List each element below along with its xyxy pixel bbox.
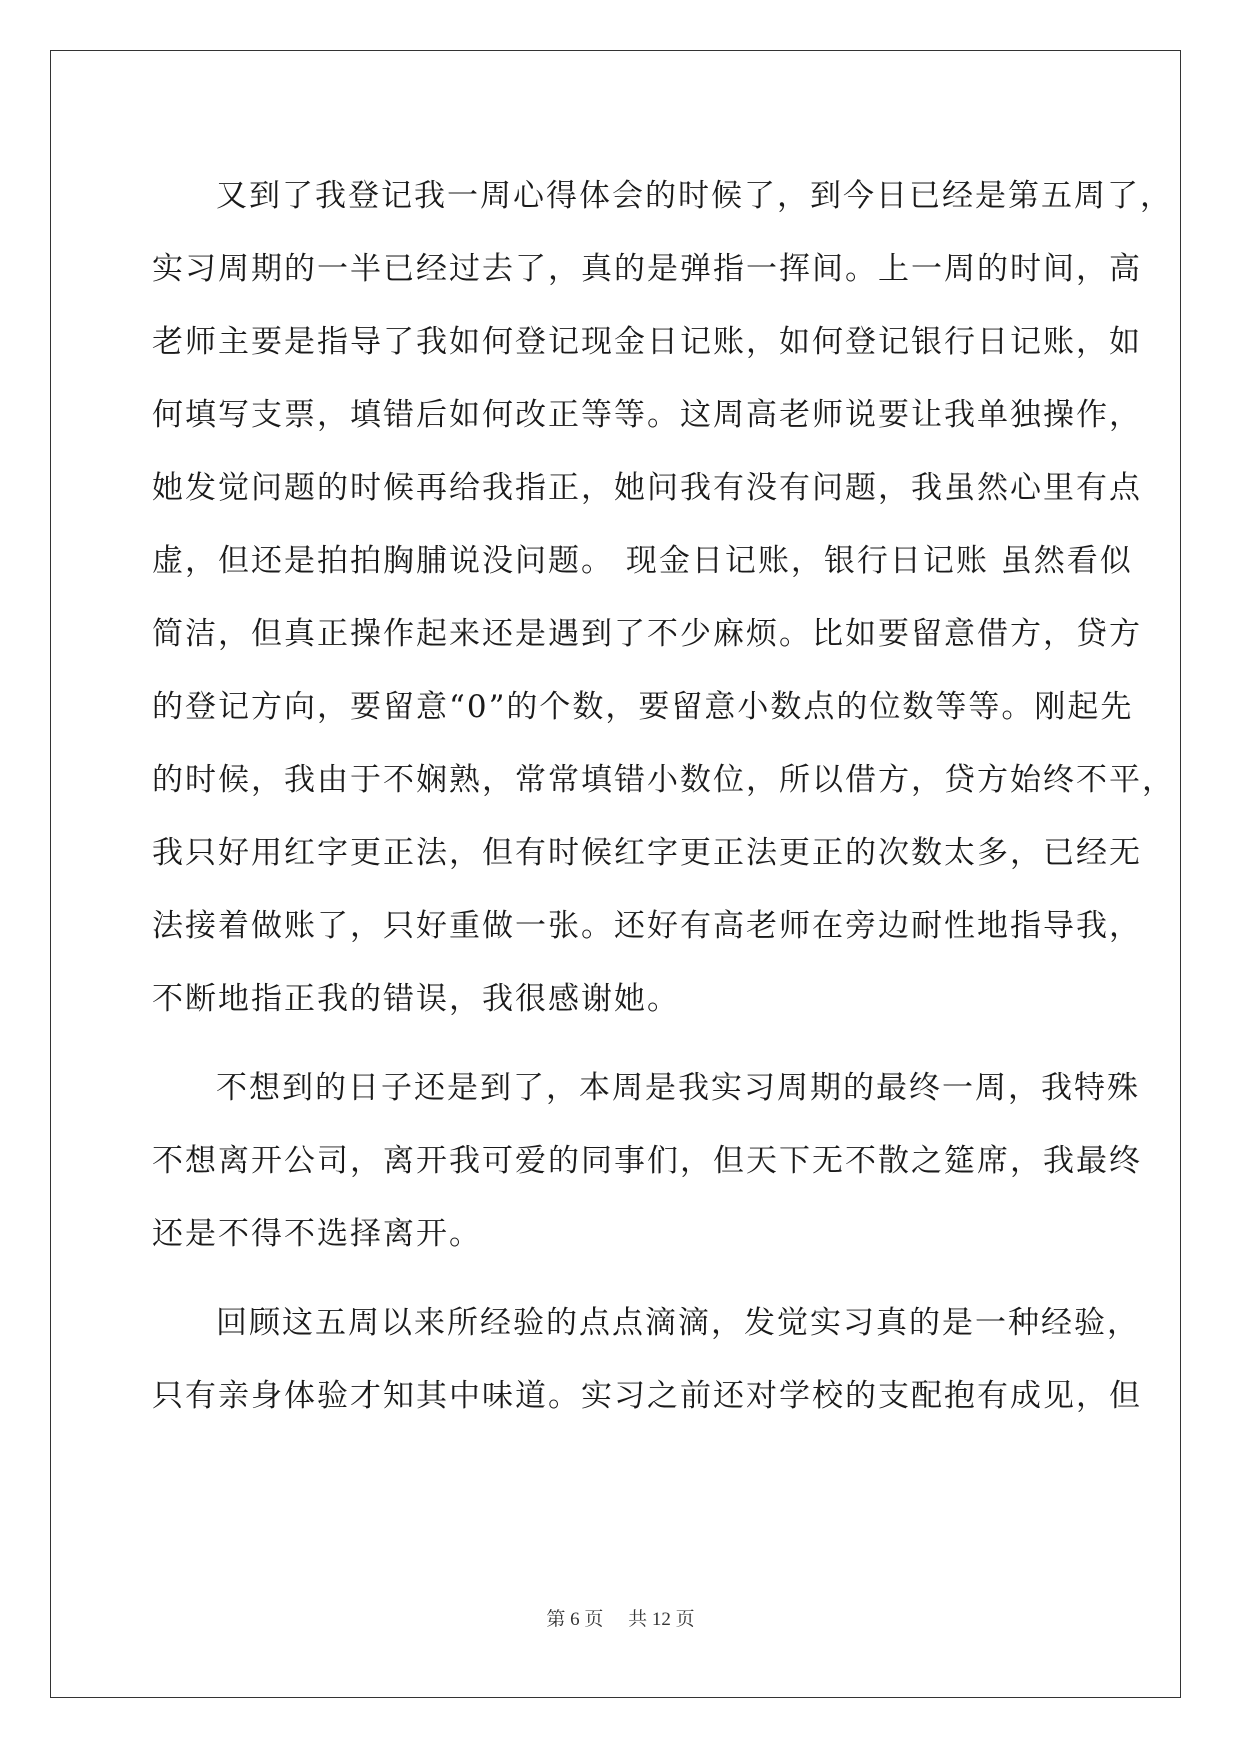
paragraph-line: 还是不得不选择离开。	[152, 1216, 482, 1252]
paragraph-line: 她发觉问题的时候再给我指正，她问我有没有问题，我虽然心里有点	[152, 470, 1142, 506]
paragraph-line: 回顾这五周以来所经验的点点滴滴，发觉实习真的是一种经验，	[216, 1305, 1140, 1341]
page-total: 共 12 页	[628, 1609, 695, 1630]
paragraph-line: 的时候，我由于不娴熟，常常填错小数位，所以借方，贷方始终不平，	[152, 762, 1175, 798]
page-footer	[0, 1604, 1241, 1631]
paragraph-line: 的登记方向，要留意“0”的个数，要留意小数点的位数等等。刚起先	[152, 689, 1134, 725]
paragraph-line: 不想到的日子还是到了，本周是我实习周期的最终一周，我特殊	[216, 1070, 1140, 1106]
paragraph-line: 我只好用红字更正法，但有时候红字更正法更正的次数太多，已经无	[152, 835, 1142, 871]
paragraph-line: 又到了我登记我一周心得体会的时候了，到今日已经是第五周了，	[216, 178, 1173, 214]
paragraph-line: 法接着做账了，只好重做一张。还好有高老师在旁边耐性地指导我，	[152, 908, 1142, 944]
paragraph-line: 老师主要是指导了我如何登记现金日记账，如何登记银行日记账，如	[152, 324, 1142, 360]
paragraph-line: 何填写支票，填错后如何改正等等。这周高老师说要让我单独操作，	[152, 397, 1142, 433]
paragraph-line: 不断地指正我的错误，我很感谢她。	[152, 981, 680, 1017]
paragraph-line: 不想离开公司，离开我可爱的同事们，但天下无不散之筵席，我最终	[152, 1143, 1142, 1179]
paragraph-line: 虚，但还是拍拍胸脯说没问题。 现金日记账，银行日记账 虽然看似	[152, 543, 1133, 579]
page-number: 第 6 页	[546, 1609, 604, 1630]
paragraph-line: 简洁，但真正操作起来还是遇到了不少麻烦。比如要留意借方，贷方	[152, 616, 1142, 652]
document-body	[152, 160, 1175, 1433]
paragraph-line: 实习周期的一半已经过去了，真的是弹指一挥间。上一周的时间，高	[152, 251, 1142, 287]
paragraph-line: 只有亲身体验才知其中味道。实习之前还对学校的支配抱有成见，但	[152, 1378, 1142, 1414]
